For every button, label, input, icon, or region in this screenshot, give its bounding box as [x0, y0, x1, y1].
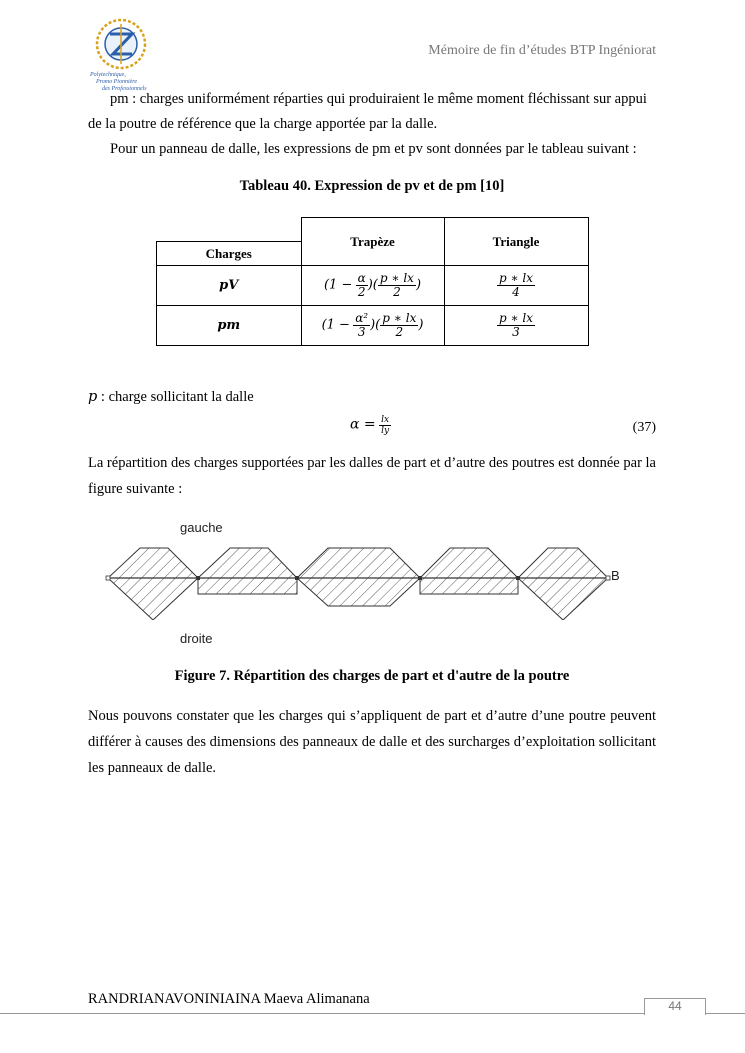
trapeze-formula-pm: (1 − $\frac{\text{α²}}{3}$ )( $\frac{p ∗ lx}{2}$ ) [301, 306, 444, 346]
header-title: Mémoire de fin d’études BTP Ingéniorat [428, 43, 656, 58]
conclusion-paragraph: Nous pouvons constater que les charges qui s’appliquent de part et d’autre d’une poutre peuvent différer à causes des dimensions des panneaux de dalle et des surcharges d’exploitation sollicitant les panneaux de dalle. [88, 708, 656, 776]
node-marker [516, 576, 520, 580]
label-gauche: gauche [180, 520, 223, 535]
triangle-formula-pm: $\frac{p ∗ lx}{3}$ [444, 306, 588, 346]
pm-definition-line2: de la poutre de référence que la charge apportée par la dalle. [88, 116, 438, 132]
load-shape-bottom-2 [198, 578, 297, 594]
load-shape-bottom-3 [297, 578, 420, 606]
triangle-formula-pv: $\frac{p ∗ lx}{4}$ [444, 266, 588, 306]
page-number: 44 [644, 998, 706, 1015]
node-marker [418, 576, 422, 580]
pm-definition-line1: pm : charges uniformément réparties qui produiraient le même moment fléchissant sur appui [110, 91, 647, 107]
footer-author: RANDRIANAVONINIAINA Maeva Alimanana [88, 991, 370, 1007]
load-shape-top-3 [297, 548, 420, 578]
load-shape-bottom-1 [108, 578, 198, 620]
header-triangle: Triangle [444, 218, 588, 266]
load-distribution-diagram [100, 540, 620, 620]
alpha-equation: α = $\frac{lx}{ly}$ [350, 415, 390, 436]
load-shape-top-5 [518, 548, 608, 578]
repartition-paragraph: La répartition des charges supportées par les dalles de part et d’autre des poutres est donnée par la figure suivante : [88, 455, 656, 497]
label-droite: droite [180, 631, 213, 646]
logo-text-2: Promo Pionnière [96, 79, 138, 85]
logo-text-3: des Professionnels [102, 86, 147, 92]
equation-number: (37) [632, 420, 656, 435]
table-caption: Tableau 40. Expression de pv et de pm [10] [239, 178, 505, 194]
node-marker [196, 576, 200, 580]
load-shape-bottom-5 [518, 578, 608, 620]
support-marker-a [106, 576, 110, 580]
header-charges: Charges [157, 242, 302, 266]
trapeze-formula-pv: (1 − $\frac{\alpha}{2}$ )( $\frac{p ∗ lx}{2}$ ) [301, 266, 444, 306]
table-corner [157, 218, 302, 242]
figure-caption: Figure 7. Répartition des charges de part et d'autre de la poutre [174, 668, 570, 684]
row-label-pm: pm [157, 306, 302, 346]
table-intro: Pour un panneau de dalle, les expressions de pm et pv sont données par le tableau suivant : [110, 141, 637, 157]
label-b: B [611, 568, 620, 583]
load-shape-top-1 [108, 548, 198, 578]
table-row [157, 306, 589, 346]
load-shape-bottom-4 [420, 578, 518, 594]
logo-text-1: Polytechnique, [90, 72, 126, 78]
p-definition: p : charge sollicitant la dalle [88, 389, 254, 405]
header-trapeze: Trapèze [301, 218, 444, 266]
load-shape-top-4 [420, 548, 518, 578]
footer-rule [0, 1013, 745, 1014]
table-row [157, 266, 589, 306]
formula-table [156, 217, 589, 346]
support-marker-b [606, 576, 610, 580]
load-shape-top-2 [198, 548, 297, 578]
node-marker [295, 576, 299, 580]
row-label-pv: pV [157, 266, 302, 306]
school-logo [88, 14, 154, 96]
